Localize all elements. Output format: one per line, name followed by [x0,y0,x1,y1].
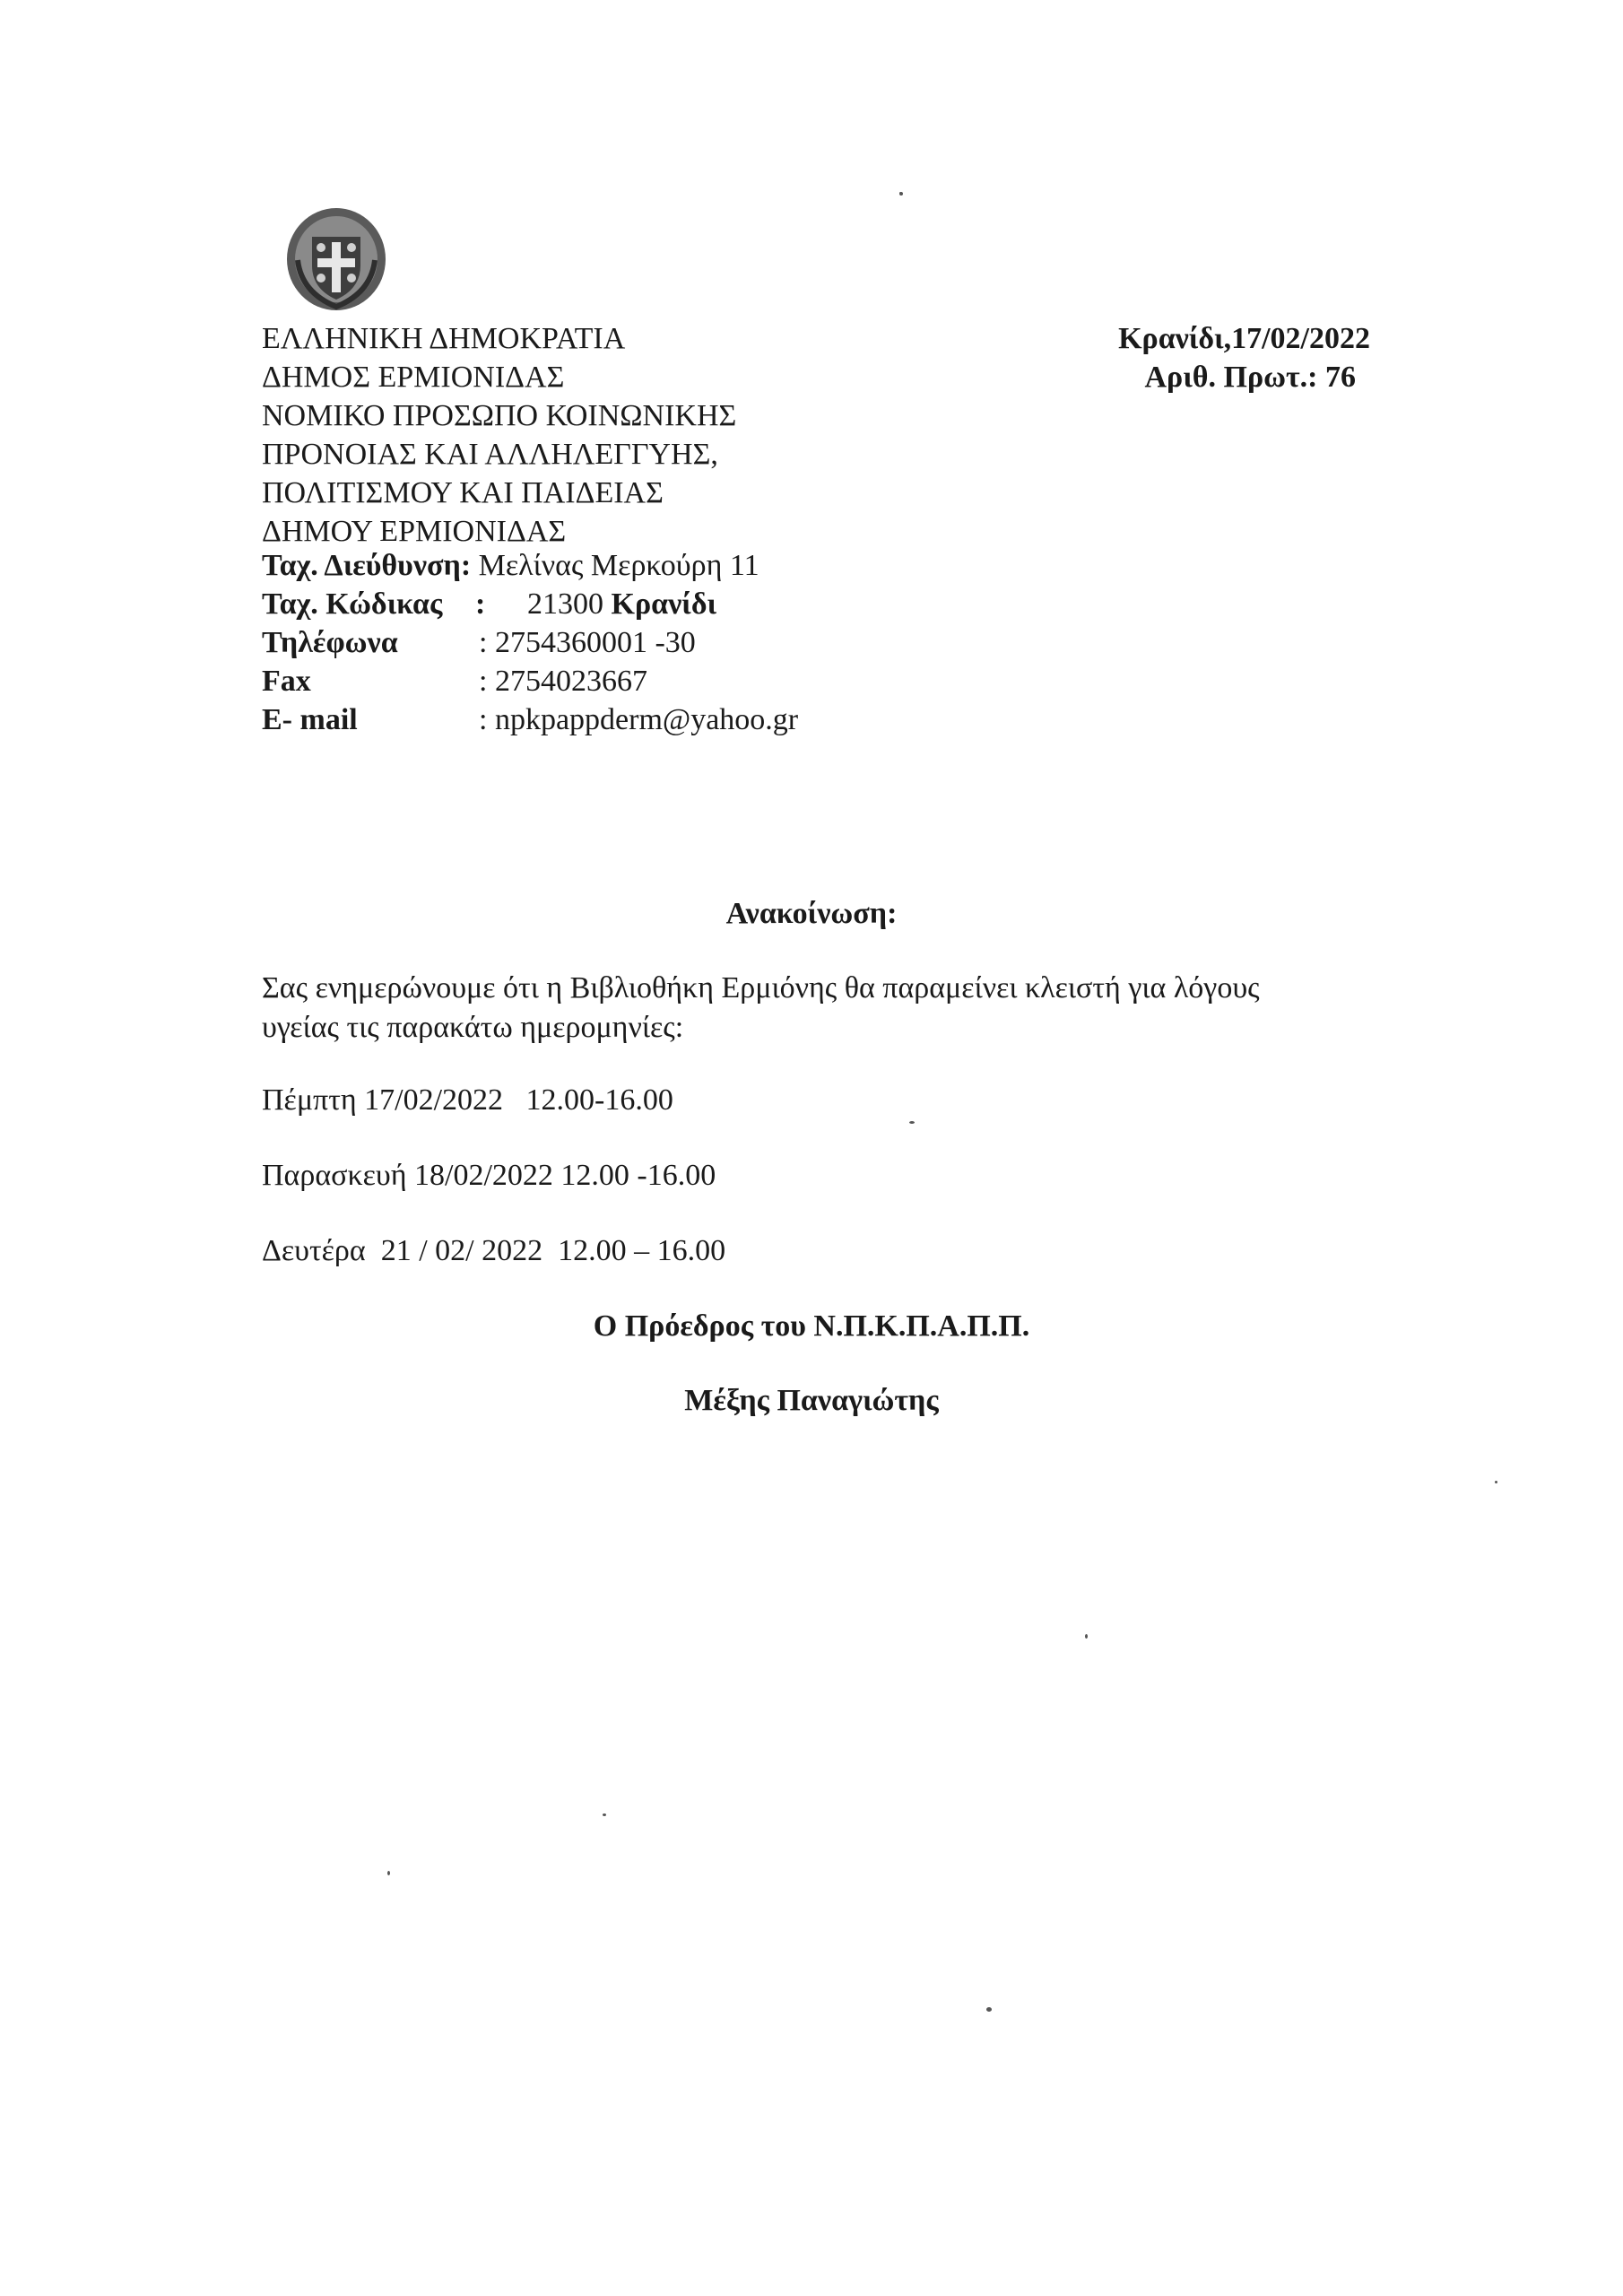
signature-name: Μέξης Παναγιώτης [684,1384,939,1417]
header-line-1: ΕΛΛΗΝΙΚΗ ΔΗΜΟΚΡΑΤΙΑ [262,322,626,355]
fax-row [262,662,647,700]
postcode-label: Ταχ. Κώδικας [262,587,443,621]
postcode-value: 21300 [527,587,603,621]
header-line-4: ΠΡΟΝΟΙΑΣ ΚΑΙ ΑΛΛΗΛΕΓΓΥΗΣ, [262,438,718,471]
scan-speck [1085,1634,1088,1639]
address-row [262,546,759,585]
closure-date-3: Δευτέρα 21 / 02/ 2022 12.00 – 16.00 [262,1234,726,1267]
header-line-2: ΔΗΜΟΣ ΕΡΜΙΟΝΙΔΑΣ [262,361,565,394]
announcement-line-2: υγείας τις παρακάτω ημερομηνίες: [262,1011,684,1044]
protocol-number: Αριθ. Πρωτ.: 76 [1144,361,1356,394]
announcement-body [262,969,1374,1048]
scan-speck [1495,1481,1497,1483]
fax-value: : 2754023667 [479,665,647,698]
header-line-6: ΔΗΜΟΥ ΕΡΜΙΟΝΙΔΑΣ [262,515,567,548]
scan-speck [387,1871,390,1875]
closure-date-2: Παρασκευή 18/02/2022 12.00 -16.00 [262,1159,716,1192]
header-line-3: ΝΟΜΙΚΟ ΠΡΟΣΩΠΟ ΚΟΙΝΩΝΙΚΗΣ [262,399,737,432]
phone-row [262,623,696,662]
header-line-5: ΠΟΛΙΤΙΣΜΟΥ ΚΑΙ ΠΑΙΔΕΙΑΣ [262,476,664,509]
scan-speck [909,1121,915,1124]
place-date: Κρανίδι,17/02/2022 [1118,322,1370,355]
email-value: : npkpappderm@yahoo.gr [479,703,799,736]
postcode-separator: : [475,587,486,621]
email-row [262,700,798,739]
scan-speck [986,2007,992,2012]
phone-label: Τηλέφωνα [262,626,398,659]
address-value: Μελίνας Μερκούρη 11 [471,549,759,582]
scan-speck [899,192,902,195]
email-label: E- mail [262,703,358,736]
scan-speck [603,1813,606,1816]
announcement-title: Ανακοίνωση: [725,897,898,930]
closure-date-1: Πέμπτη 17/02/2022 12.00-16.00 [262,1083,673,1117]
phone-value: : 2754360001 -30 [479,626,696,659]
announcement-line-1: Σας ενημερώνουμε ότι η Βιβλιοθήκη Ερμιόνης θα παραμείνει κλειστή για λόγους [262,971,1260,1004]
fax-label: Fax [262,665,311,698]
postcode-city: Κρανίδι [611,587,717,621]
signature-role: Ο Πρόεδρος του Ν.Π.Κ.Π.Α.Π.Π. [593,1309,1030,1343]
address-label: Ταχ. Διεύθυνση: [262,549,472,582]
postcode-row [262,585,716,623]
greek-coat-of-arms-icon [285,206,387,312]
